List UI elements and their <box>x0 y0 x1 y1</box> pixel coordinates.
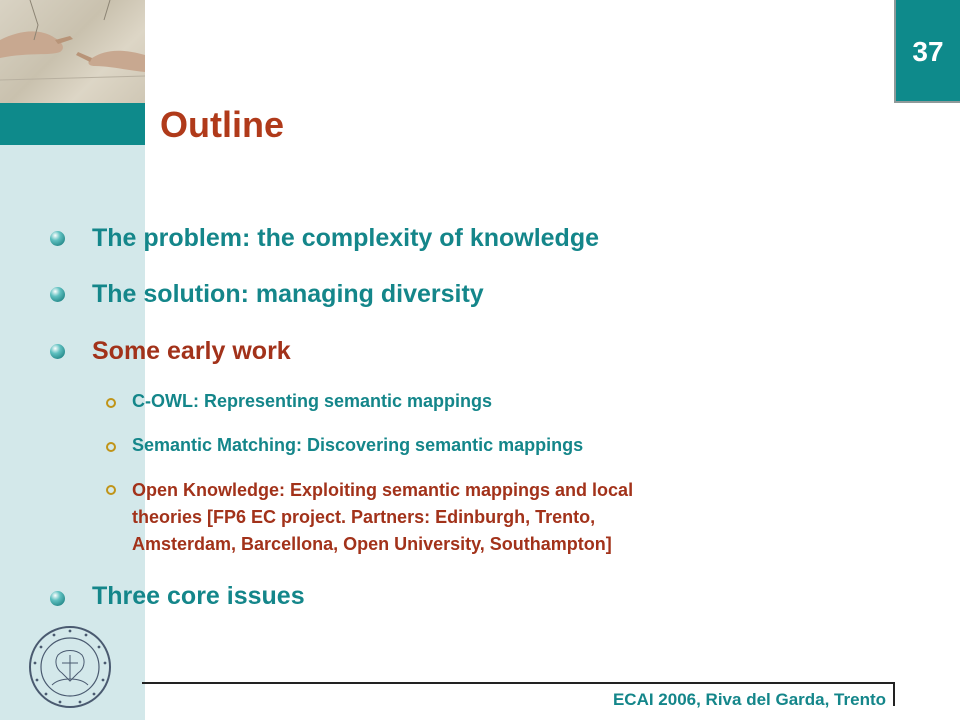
open-knowledge-line-1: Open Knowledge: Exploiting semantic mappings and local <box>132 480 634 500</box>
university-seal-logo <box>28 625 112 709</box>
footer-divider-tick <box>893 682 895 706</box>
sub-bullet-open-knowledge <box>132 477 633 558</box>
footer-conference: ECAI 2006, Riva del Garda, Trento <box>612 690 886 709</box>
slide-number: 37 <box>912 36 944 67</box>
bullet-icon <box>50 231 65 246</box>
sub-bullet-icon <box>106 485 116 495</box>
bullet-core-issues: Three core issues <box>92 582 305 610</box>
sub-bullet-semantic-matching: Semantic Matching: Discovering semantic mappings <box>132 435 584 455</box>
bullet-icon <box>50 591 65 606</box>
bullet-icon <box>50 344 65 359</box>
sub-bullet-c-owl: C-OWL: Representing semantic mappings <box>132 391 493 411</box>
sub-bullet-icon <box>106 398 116 408</box>
slide-number-box <box>894 0 960 103</box>
bullet-icon <box>50 287 65 302</box>
title-accent-bar <box>0 103 145 145</box>
sub-bullet-icon <box>106 442 116 452</box>
open-knowledge-line-3: Amsterdam, Barcellona, Open University, Southampton] <box>132 534 612 554</box>
creation-of-adam-image <box>0 0 145 103</box>
slide-title: Outline <box>160 104 284 145</box>
hands-illustration <box>0 0 145 103</box>
bullet-problem: The problem: the complexity of knowledge <box>92 224 600 252</box>
bullet-early-work: Some early work <box>92 337 291 365</box>
footer-divider <box>142 682 895 684</box>
bullet-solution: The solution: managing diversity <box>92 280 484 308</box>
open-knowledge-line-2: theories [FP6 EC project. Partners: Edinburgh, Trento, <box>132 507 596 527</box>
